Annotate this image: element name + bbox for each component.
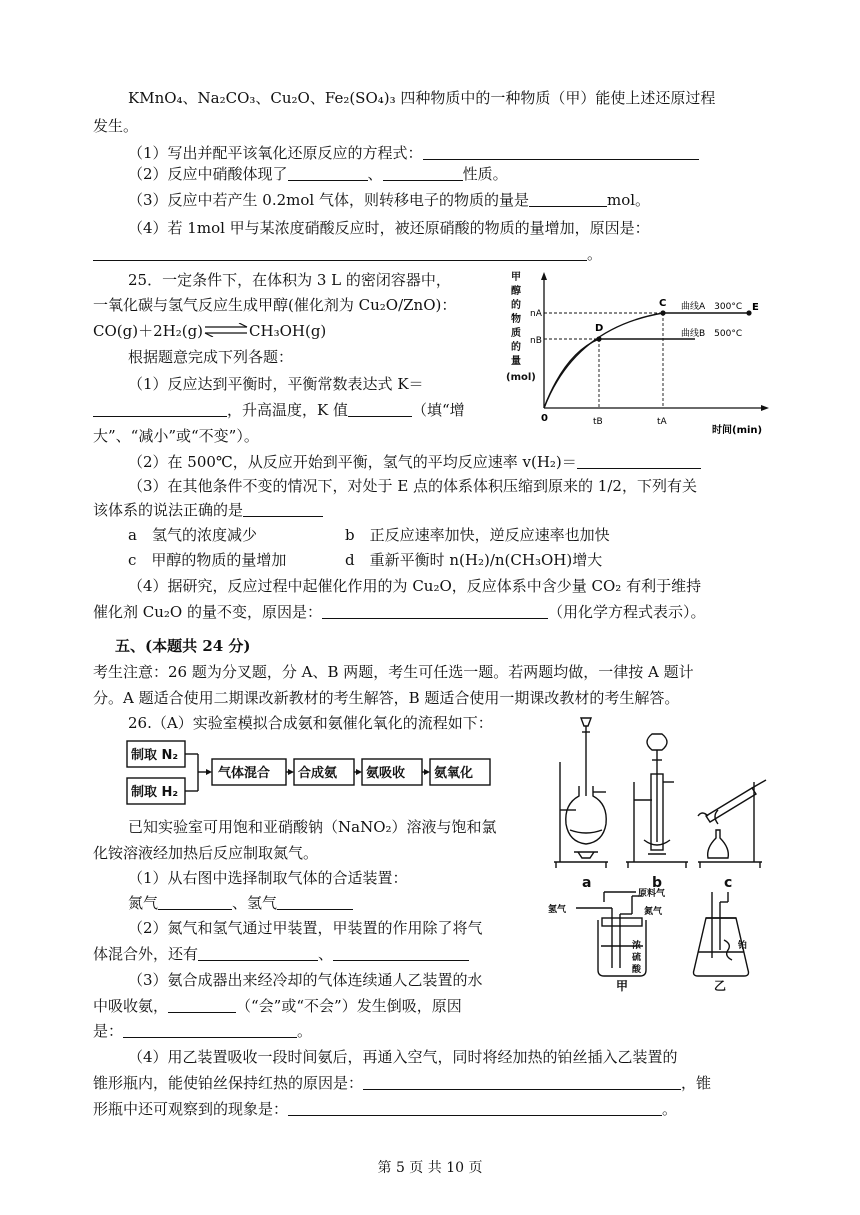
q26-4b: 锥形瓶内，能使铂丝保持红热的原因是： ，锥 <box>93 1074 712 1092</box>
arrow-icon <box>206 769 212 775</box>
acid-label: 酸 <box>632 965 642 975</box>
apparatus-jia-label: 甲 <box>616 979 629 992</box>
answer-blank[interactable] <box>363 1074 681 1090</box>
apparatus-jia <box>576 892 646 976</box>
q26-3b: 中吸收氨， （“会”或“不会”）发生倒吸，原因 <box>93 997 462 1015</box>
apparatus-yi-label: 乙 <box>714 979 727 992</box>
section-note-2: 分。A 题适合使用二期课改新教材的考生解答，B 题适合使用一期课改教材的考生解答。 <box>93 689 680 707</box>
q24-2: （2）反应中硝酸体现了 、 性质。 <box>128 165 508 183</box>
apparatus-yi <box>694 892 749 976</box>
apparatus-a <box>554 718 608 868</box>
answer-blank[interactable] <box>333 945 469 961</box>
q25-3b: 该体系的说法正确的是 <box>93 500 323 520</box>
answer-blank[interactable] <box>93 401 227 417</box>
q26-1: （1）从右图中选择制取气体的合适装置： <box>128 869 408 887</box>
q26-known-1: 已知实验室可用饱和亚硝酸钠（NaNO₂）溶液与饱和氯 <box>128 818 497 836</box>
q25-line4: 根据题意完成下列各题： <box>128 348 294 366</box>
answer-blank[interactable] <box>158 894 232 910</box>
feed-gas-label: 原料气 <box>638 889 666 899</box>
flow-label: 氨氧化 <box>434 766 474 781</box>
option-b: b 正反应速率加快，逆反应速率也加快 <box>345 526 610 544</box>
apparatus-abc <box>548 712 773 890</box>
q26-2a: （2）氮气和氢气通过甲装置，甲装置的作用除了将气 <box>128 919 483 937</box>
origin-label: 0 <box>541 413 548 424</box>
apparatus-a-label: a <box>582 875 592 890</box>
apparatus-b-label: b <box>652 875 663 890</box>
y-axis-label: 的 <box>511 342 521 353</box>
q25-line2: 一氧化碳与氢气反应生成甲醇(催化剂为 Cu₂O/ZnO)： <box>93 296 457 314</box>
answer-blank[interactable] <box>198 945 318 961</box>
apparatus-jia-yi <box>548 888 773 992</box>
q25-2: （2）在 500℃，从反应开始到平衡，氢气的平均反应速率 v(H₂)＝ <box>128 452 701 472</box>
flow-chart <box>126 738 496 810</box>
option-a: a 氢气的浓度减少 <box>128 526 257 544</box>
p1-line2: 发生。 <box>93 117 139 135</box>
q25-3a: （3）在其他条件不变的情况下，对处于 E 点的体系体积压缩到原来的 1/2，下列有关 <box>128 477 697 495</box>
page-footer: 第 5 页 共 10 页 <box>377 1160 483 1176</box>
option-d: d 重新平衡时 n(H₂)/n(CH₃OH)增大 <box>345 551 603 569</box>
curve-B <box>544 339 695 408</box>
answer-blank[interactable] <box>423 144 699 160</box>
curve-B-label: 曲线B 500°C <box>681 329 743 339</box>
apparatus-c <box>698 780 766 868</box>
arrow-icon <box>288 769 294 775</box>
flow-label: 合成氨 <box>298 766 338 781</box>
q25-equation: CO(g)＋2H₂(g) CH₃OH(g) <box>93 322 327 340</box>
answer-blank[interactable] <box>288 165 368 181</box>
q26-1-answers: 氮气 、氢气 <box>128 893 353 913</box>
answer-blank[interactable] <box>243 501 323 517</box>
answer-blank[interactable] <box>288 1100 662 1116</box>
nB-label: nB <box>530 336 542 346</box>
q25-1c: 大”、“减小”或“不变”）。 <box>93 427 259 445</box>
arrow-icon <box>356 769 362 775</box>
apparatus-c-label: c <box>724 875 733 890</box>
curve-A <box>544 313 749 408</box>
y-axis-label: 醇 <box>511 286 521 297</box>
option-c: c 甲醇的物质的量增加 <box>128 551 287 569</box>
x-axis-arrow-icon <box>761 405 769 411</box>
q25-1a: （1）反应达到平衡时，平衡常数表达式 K＝ <box>128 375 424 393</box>
flow-label: 制取 H₂ <box>131 785 179 800</box>
curve-A-label: 曲线A 300°C <box>681 302 743 312</box>
q26-4a: （4）用乙装置吸收一段时间氨后，再通入空气，同时将经加热的铂丝插入乙装置的 <box>128 1048 678 1066</box>
section-note-1: 考生注意：26 题为分叉题，分 A、B 两题，考生可任选一题。若两题均做，一律按 A 题计 <box>93 663 694 681</box>
nitrogen-label: 氮气 <box>644 907 663 917</box>
q24-4: （4）若 1mol 甲与某浓度硝酸反应时，被还原硝酸的物质的量增加，原因是： <box>128 219 650 237</box>
answer-blank[interactable] <box>322 603 548 619</box>
q26-3c: 是： 。 <box>93 1022 313 1040</box>
answer-blank[interactable] <box>577 453 701 469</box>
arrow-icon <box>424 769 430 775</box>
answer-blank[interactable] <box>348 401 412 417</box>
answer-blank[interactable] <box>529 191 607 207</box>
y-axis-label: 的 <box>511 300 521 311</box>
q25-4b: 催化剂 Cu₂O 的量不变，原因是： （用化学方程式表示）。 <box>93 603 706 621</box>
q24-1: （1）写出并配平该氧化还原反应的方程式： <box>128 143 699 163</box>
apparatus-b <box>626 734 688 868</box>
acid-label: 硫 <box>632 953 642 963</box>
y-axis-arrow-icon <box>541 272 547 280</box>
answer-blank[interactable] <box>277 894 353 910</box>
point-E <box>746 310 751 315</box>
q25-4a: （4）据研究，反应过程中起催化作用的为 Cu₂O，反应体系中含少量 CO₂ 有利于维持 <box>128 577 702 595</box>
tA-label: tA <box>657 417 667 427</box>
point-D-label: D <box>595 323 604 334</box>
q24-4-answer: 。 <box>93 244 602 264</box>
x-axis-label: 时间(min) <box>712 425 763 436</box>
answer-blank[interactable] <box>123 1022 297 1038</box>
acid-label: 浓 <box>632 941 642 951</box>
answer-blank[interactable] <box>168 997 236 1013</box>
q26-line1: 26.（A）实验室模拟合成氨和氨催化氧化的流程如下： <box>128 714 493 732</box>
platinum-label: 铂 <box>738 941 748 951</box>
answer-blank[interactable] <box>93 245 587 261</box>
point-C-label: C <box>659 298 667 309</box>
equilibrium-arrow-icon <box>203 323 249 337</box>
methanol-graph <box>505 268 775 438</box>
point-C <box>660 310 665 315</box>
q25-line1: 25．一定条件下，在体积为 3 L 的密闭容器中， <box>128 271 451 289</box>
point-E-label: E <box>752 302 759 313</box>
q24-3: （3）反应中若产生 0.2mol 气体，则转移电子的物质的量是 mol。 <box>128 191 651 209</box>
flow-label: 制取 N₂ <box>131 748 179 763</box>
flow-label: 氨吸收 <box>366 766 406 781</box>
y-axis-label: 质 <box>511 328 521 339</box>
q26-known-2: 化铵溶液经加热后反应制取氮气。 <box>93 844 319 862</box>
y-axis-unit: (mol) <box>506 372 536 383</box>
point-D <box>596 336 601 341</box>
p1-line1: KMnO₄、Na₂CO₃、Cu₂O、Fe₂(SO₄)₃ 四种物质中的一种物质（甲）能使上述还原过程 <box>128 89 716 107</box>
y-axis-label: 甲 <box>511 272 521 283</box>
hydrogen-label: 氢气 <box>548 905 567 915</box>
nA-label: nA <box>530 309 542 319</box>
flow-label: 气体混合 <box>218 766 271 781</box>
q25-1b: ，升高温度，K 值 （填“增 <box>93 400 465 420</box>
section-title: 五、(本题共 24 分) <box>115 637 251 655</box>
q26-2b: 体混合外，还有 、 <box>93 944 469 964</box>
tB-label: tB <box>593 417 603 427</box>
q26-3a: （3）氨合成器出来经冷却的气体连续通人乙装置的水 <box>128 971 483 989</box>
answer-blank[interactable] <box>383 165 463 181</box>
q26-4c: 形瓶中还可观察到的现象是： 。 <box>93 1100 678 1118</box>
y-axis-label: 物 <box>511 314 521 325</box>
y-axis-label: 量 <box>511 356 521 367</box>
